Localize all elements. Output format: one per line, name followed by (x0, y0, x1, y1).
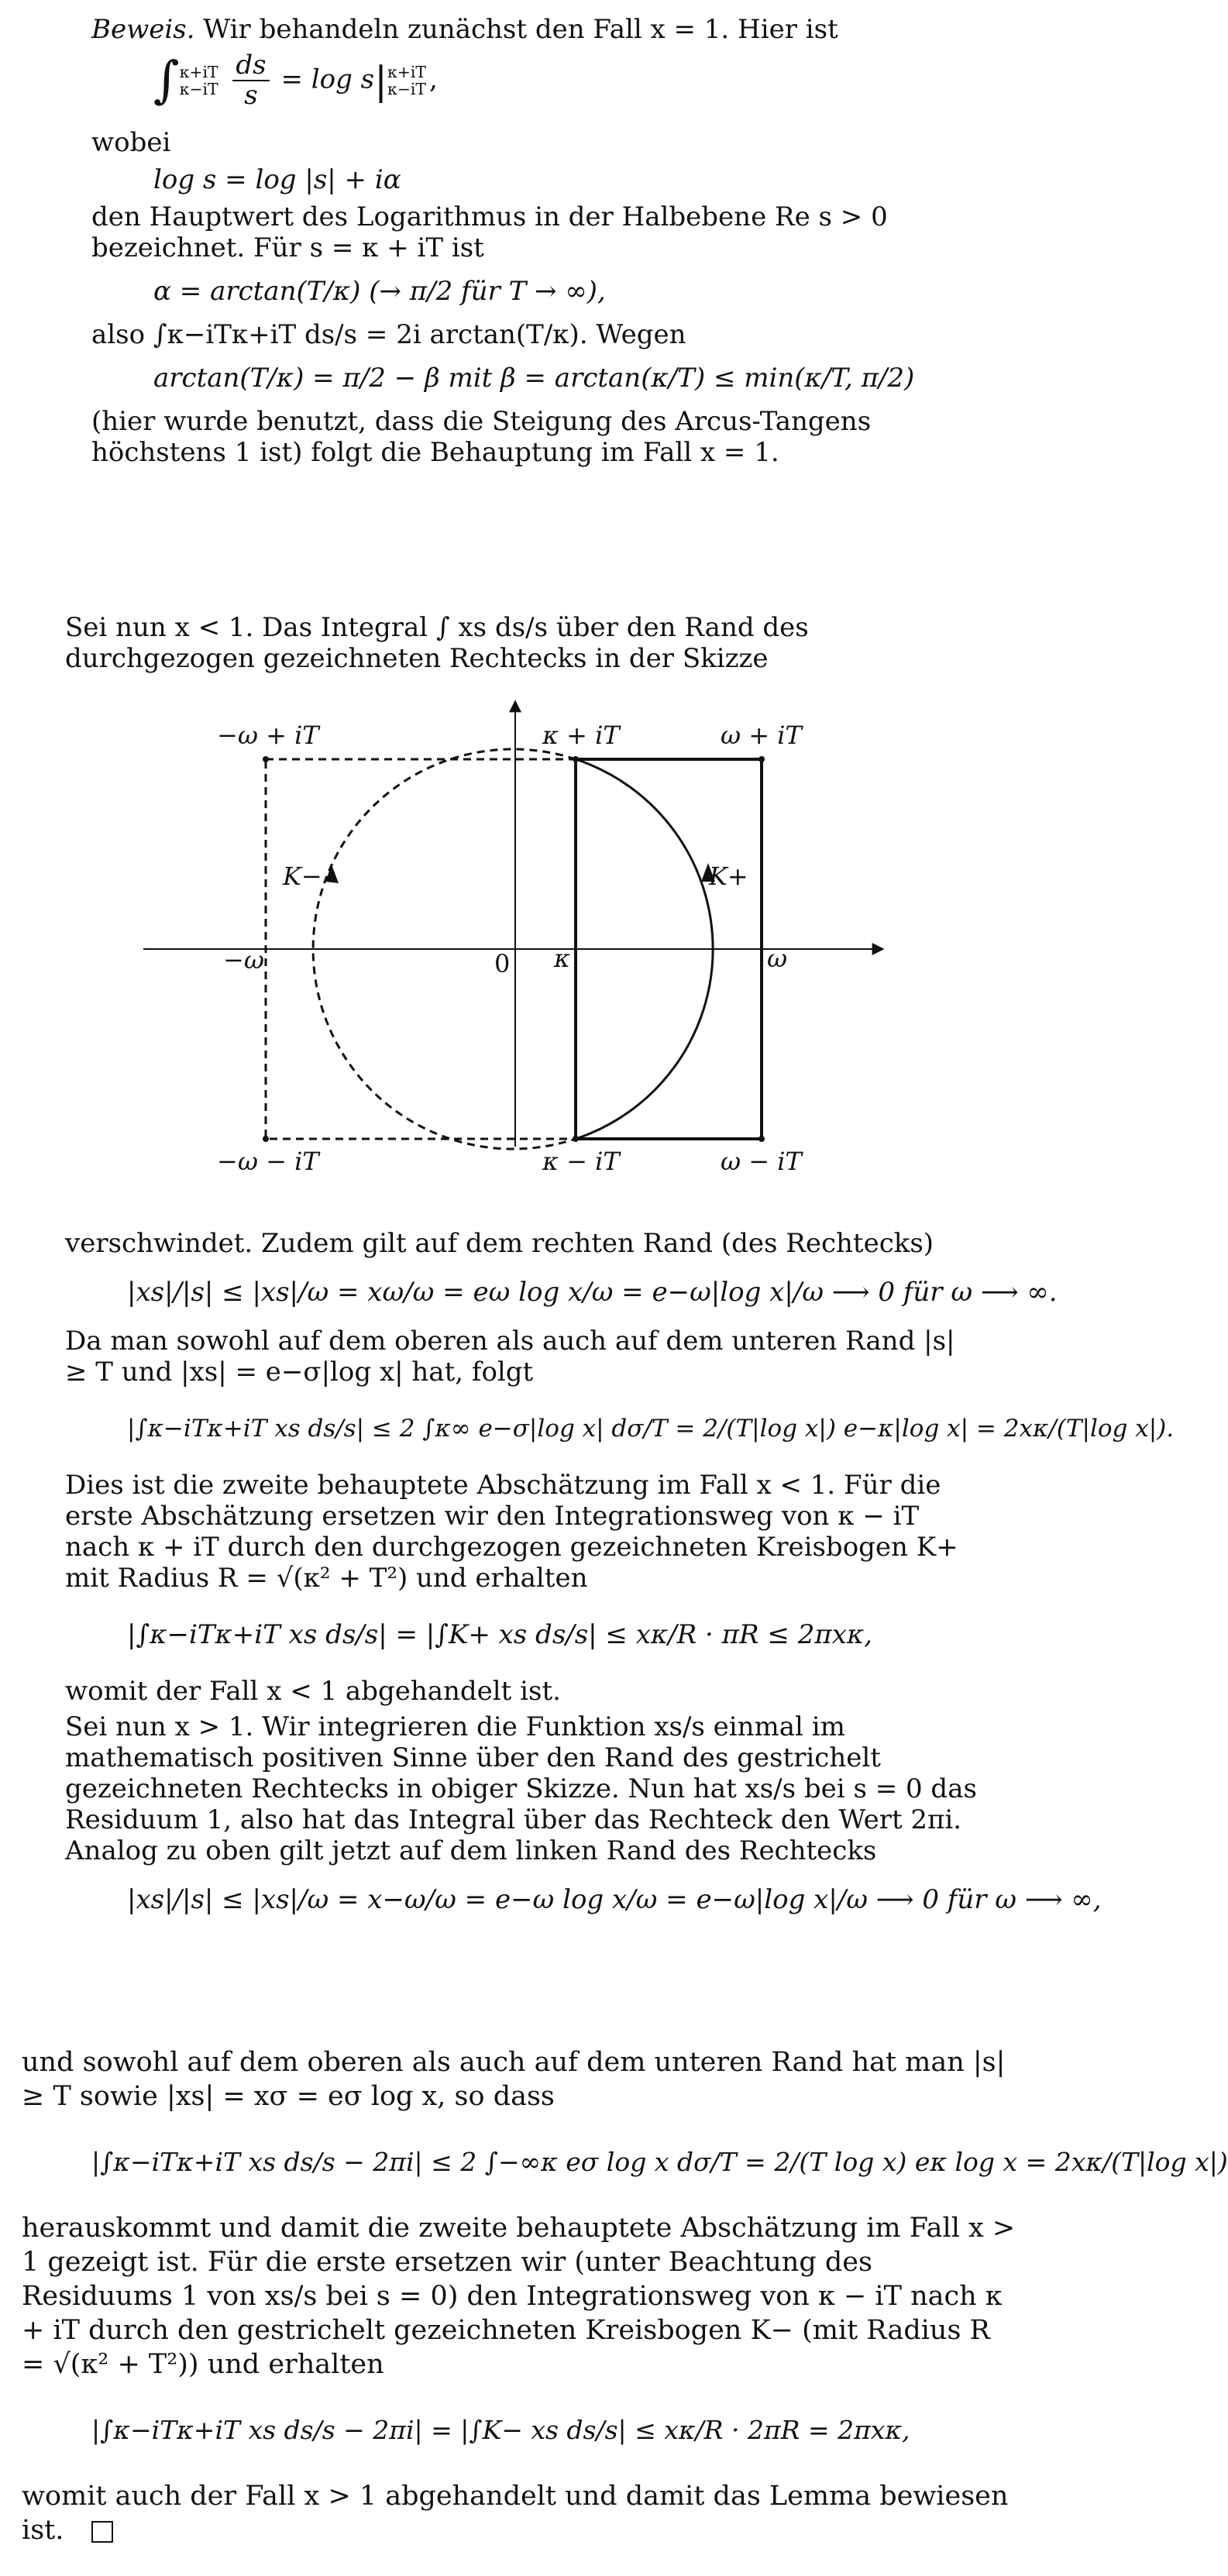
intro-paragraph-4: (hier wurde benutzt, dass die Steigung des Arcus-Tangens höchstens 1 ist) folgt die Behauptung im Fall x = 1. (91, 406, 872, 468)
equation-log-integral: ∫ κ+iT κ−iT $\frac{ds}{s}$ = log s| κ+iT κ−iT , (153, 50, 438, 112)
label-neg-omega: −ω (223, 945, 264, 975)
intro-paragraph-1 (91, 14, 1006, 45)
label-kappa: κ (554, 944, 570, 973)
part3-paragraph-2: Da man sowohl auf dem oberen als auch auf dem unteren Rand |s| ≥ T und |xs| = e−σ|log x| hat, folgt (65, 1326, 955, 1388)
equation-alpha: α = arctan(T/κ) (→ π/2 für T → ∞), (153, 276, 606, 307)
equation-left-edge: |xs|/|s| ≤ |xs|/ω = x−ω/ω = e−ω log x/ω = e−ω|log x|/ω ⟶ 0 für ω ⟶ ∞, (127, 1884, 1102, 1915)
equation-log-definition: log s = log |s| + iα (153, 164, 401, 195)
label-k-plus: K+ (709, 862, 748, 891)
part2-section (65, 612, 979, 679)
label-top-left: −ω + iT (217, 721, 319, 750)
label-bottom-right: ω − iT (721, 1147, 802, 1176)
equation-k-minus-estimate: |∫κ−iTκ+iT xs ds/s − 2πi| = |∫K− xs ds/s| ≤ xκ/R · 2πR = 2πxκ, (91, 2415, 910, 2445)
label-bottom-left: −ω − iT (217, 1147, 319, 1176)
arrow-k-minus (325, 865, 339, 883)
label-k-minus: K− (283, 862, 322, 891)
label-omega: ω (767, 944, 788, 973)
part3-section (65, 1228, 1175, 1933)
equation-arctan: arctan(T/κ) = π/2 − β mit β = arctan(κ/T) ≤ min(κ/T, π/2) (153, 363, 915, 394)
part4-paragraph-1: und sowohl auf dem oberen als auch auf dem unteren Rand hat man |s| ≥ T sowie |xs| = xσ = eσ log x, so dass (22, 2047, 1006, 2112)
proof-label: Beweis. (91, 14, 195, 45)
intro-text-1: Wir behandeln zunächst den Fall x = 1. Hier ist (203, 14, 838, 45)
final-sentence: womit auch der Fall x > 1 abgehandelt und damit das Lemma bewiesen ist. (22, 2481, 1009, 2546)
contour-sketch (0, 682, 1034, 1224)
wobei-text: wobei (91, 127, 171, 158)
part4-paragraph-2: herauskommt und damit die zweite behauptete Abschätzung im Fall x > 1 gezeigt ist. Für die erste ersetzen wir (unter Beachtung des Residuums 1 von xs/s bei s = 0) den Integrationsweg von κ − iT nach κ + iT durch den gestrichelt gezeichneten Kreisbogen K− (mit Radius R = √(κ² + T²)) und erhalten (22, 2213, 1016, 2380)
part3-paragraph-3: Dies ist die zweite behauptete Abschätzung im Fall x < 1. Für die erste Abschätzung ersetzen wir den Integrationsweg von κ − iT nach κ + iT durch den durchgezogen gezeichneten Kreisbogen K+ mit Radius R = √(κ² + T²) und erhalten (65, 1470, 958, 1594)
equation-right-edge: |xs|/|s| ≤ |xs|/ω = xω/ω = eω log x/ω = e−ω|log x|/ω ⟶ 0 für ω ⟶ ∞. (127, 1277, 1058, 1308)
intro-paragraph-2: den Hauptwert des Logarithmus in der Halbebene Re s > 0 bezeichnet. Für s = κ + iT ist (91, 201, 888, 263)
part4-section (22, 2045, 1228, 2552)
intro-paragraph-3: also ∫κ−iTκ+iT ds/s = 2i arctan(T/κ). Wegen (91, 319, 686, 350)
equation-k-plus-estimate: |∫κ−iTκ+iT xs ds/s| = |∫K+ xs ds/s| ≤ xκ/R · πR ≤ 2πxκ, (127, 1619, 872, 1650)
equation-dashed-estimate: |∫κ−iTκ+iT xs ds/s − 2πi| ≤ 2 ∫−∞κ eσ log x dσ/T = 2/(T log x) eκ log x = 2xκ/(T|log x|) (91, 2147, 1228, 2177)
part3-paragraph-5: Sei nun x > 1. Wir integrieren die Funktion xs/s einmal im mathematisch positiven Sinne über den Rand des gestrichelt gezeichneten Rechtecks in obiger Skizze. Nun hat xs/s bei s = 0 das Residuum 1, also hat das Integral über das Rechteck den Wert 2πi. Analog zu oben gilt jetzt auf dem linken Rand des Rechtecks (65, 1711, 977, 1866)
equation-top-bottom-estimate: |∫κ−iTκ+iT xs ds/s| ≤ 2 ∫κ∞ e−σ|log x| dσ/T = 2/(T|log x|) e−κ|log x| = 2xκ/(T|log x|). (127, 1415, 1175, 1443)
part3-paragraph-1: verschwindet. Zudem gilt auf dem rechten Rand (des Rechtecks) (65, 1228, 934, 1259)
part4-paragraph-3 (22, 2479, 1021, 2547)
part3-paragraph-4: womit der Fall x < 1 abgehandelt ist. (65, 1676, 561, 1707)
label-top-middle: κ + iT (542, 721, 620, 750)
intro-section (91, 14, 1006, 473)
qed-box-icon (91, 2521, 113, 2543)
label-top-right: ω + iT (721, 721, 802, 750)
label-zero: 0 (494, 949, 511, 978)
label-bottom-middle: κ − iT (542, 1147, 620, 1176)
part2-paragraph-1: Sei nun x < 1. Das Integral ∫ xs ds/s über den Rand des durchgezogen gezeichneten Rechtecks in der Skizze (65, 612, 809, 674)
